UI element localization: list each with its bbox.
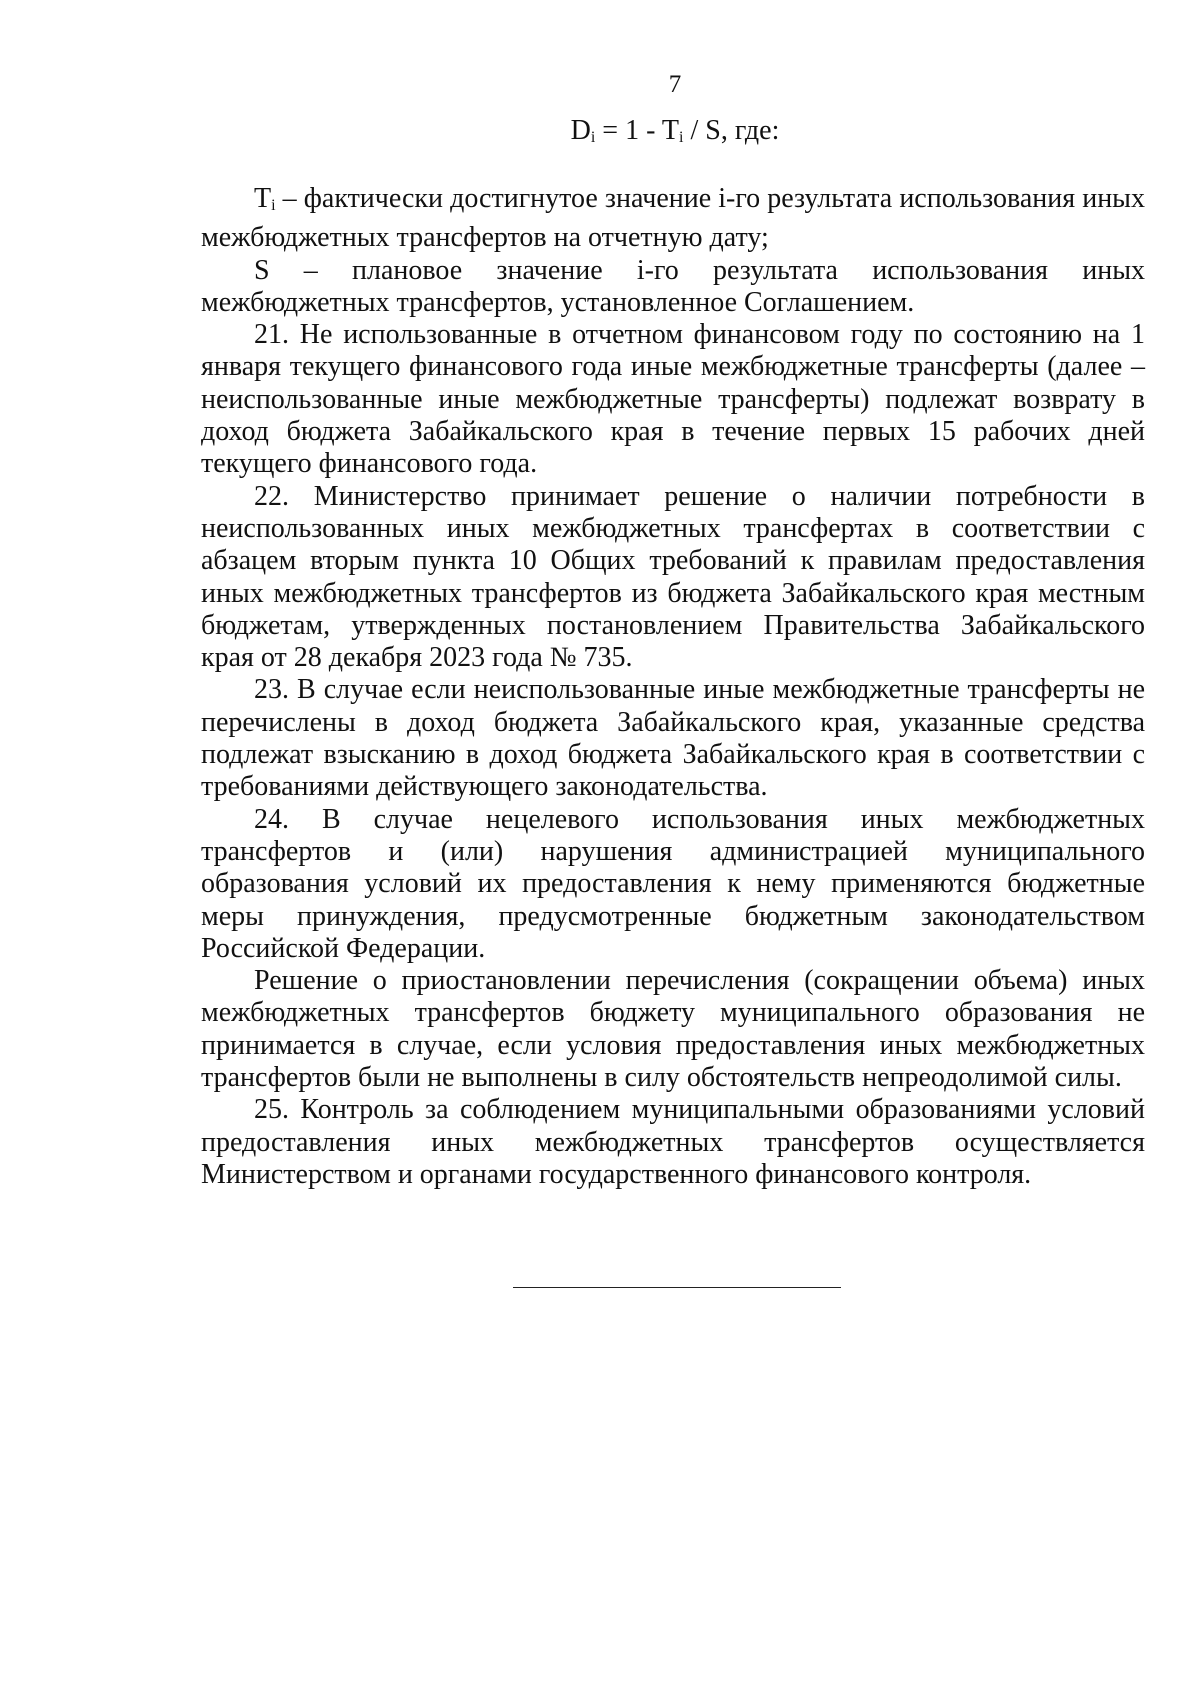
definition-s: S – плановое значение i-го результата использования иных межбюджетных трансфертов, установленное Соглашением. [201,254,1145,318]
formula-lhs-subscript: i [590,129,596,146]
definition-t-text: – фактически достигнутое значение i-го результата использования иных межбюджетных трансфертов на отчетную дату; [201,183,1145,254]
formula-t-subscript: i [679,129,684,146]
closing-rule [513,1287,841,1288]
formula-equals: = 1 - T [595,115,680,146]
clause-24: 24. В случае нецелевого использования иных межбюджетных трансфертов и (или) нарушения администрацией муниципального образования условий их предоставления к нему применяются бюджетные меры принуждения, предусмотренные бюджетным законодательством Российской Федерации. [201,803,1145,964]
clause-22: 22. Министерство принимает решение о наличии потребности в неиспользованных иных межбюджетных трансфертах в соответствии с абзацем вторым пункта 10 Общих требований к правилам предоставления иных межбюджетных трансфертов из бюджета Забайкальского края местным бюджетам, утвержденных постановлением Правительства Забайкальского края от 28 декабря 2023 года № 735. [201,480,1145,674]
page-number: 7 [668,71,682,98]
clause-24-second-paragraph: Решение о приостановлении перечисления (сокращении объема) иных межбюджетных трансфертов бюджету муниципального образования не принимается в случае, если условия предоставления иных межбюджетных трансфертов были не выполнены в силу обстоятельств непреодолимой силы. [201,965,1145,1094]
clause-23: 23. В случае если неиспользованные иные межбюджетные трансферты не перечислены в доход бюджета Забайкальского края, указанные средства подлежат взысканию в доход бюджета Забайкальского края в соответствии с требованиями действующего законодательства. [201,674,1145,803]
formula [0,115,1200,154]
symbol-t: T [254,183,272,214]
document-body [201,183,1145,1191]
clause-21: 21. Не использованные в отчетном финансовом году по состоянию на 1 января текущего финансового года иные межбюджетные трансферты (далее – неиспользованные иные межбюджетные трансферты) подлежат возврату в доход бюджета Забайкальского края в течение первых 15 рабочих дней текущего финансового года. [201,319,1145,480]
definition-t [201,183,1145,255]
symbol-t-subscript: i [271,197,276,214]
clause-25: 25. Контроль за соблюдением муниципальными образованиями условий предоставления иных межбюджетных трансфертов осуществляется Министерством и органами государственного финансового контроля. [201,1094,1145,1190]
formula-lhs: D [570,115,591,146]
formula-rest: / S, где: [683,115,780,146]
